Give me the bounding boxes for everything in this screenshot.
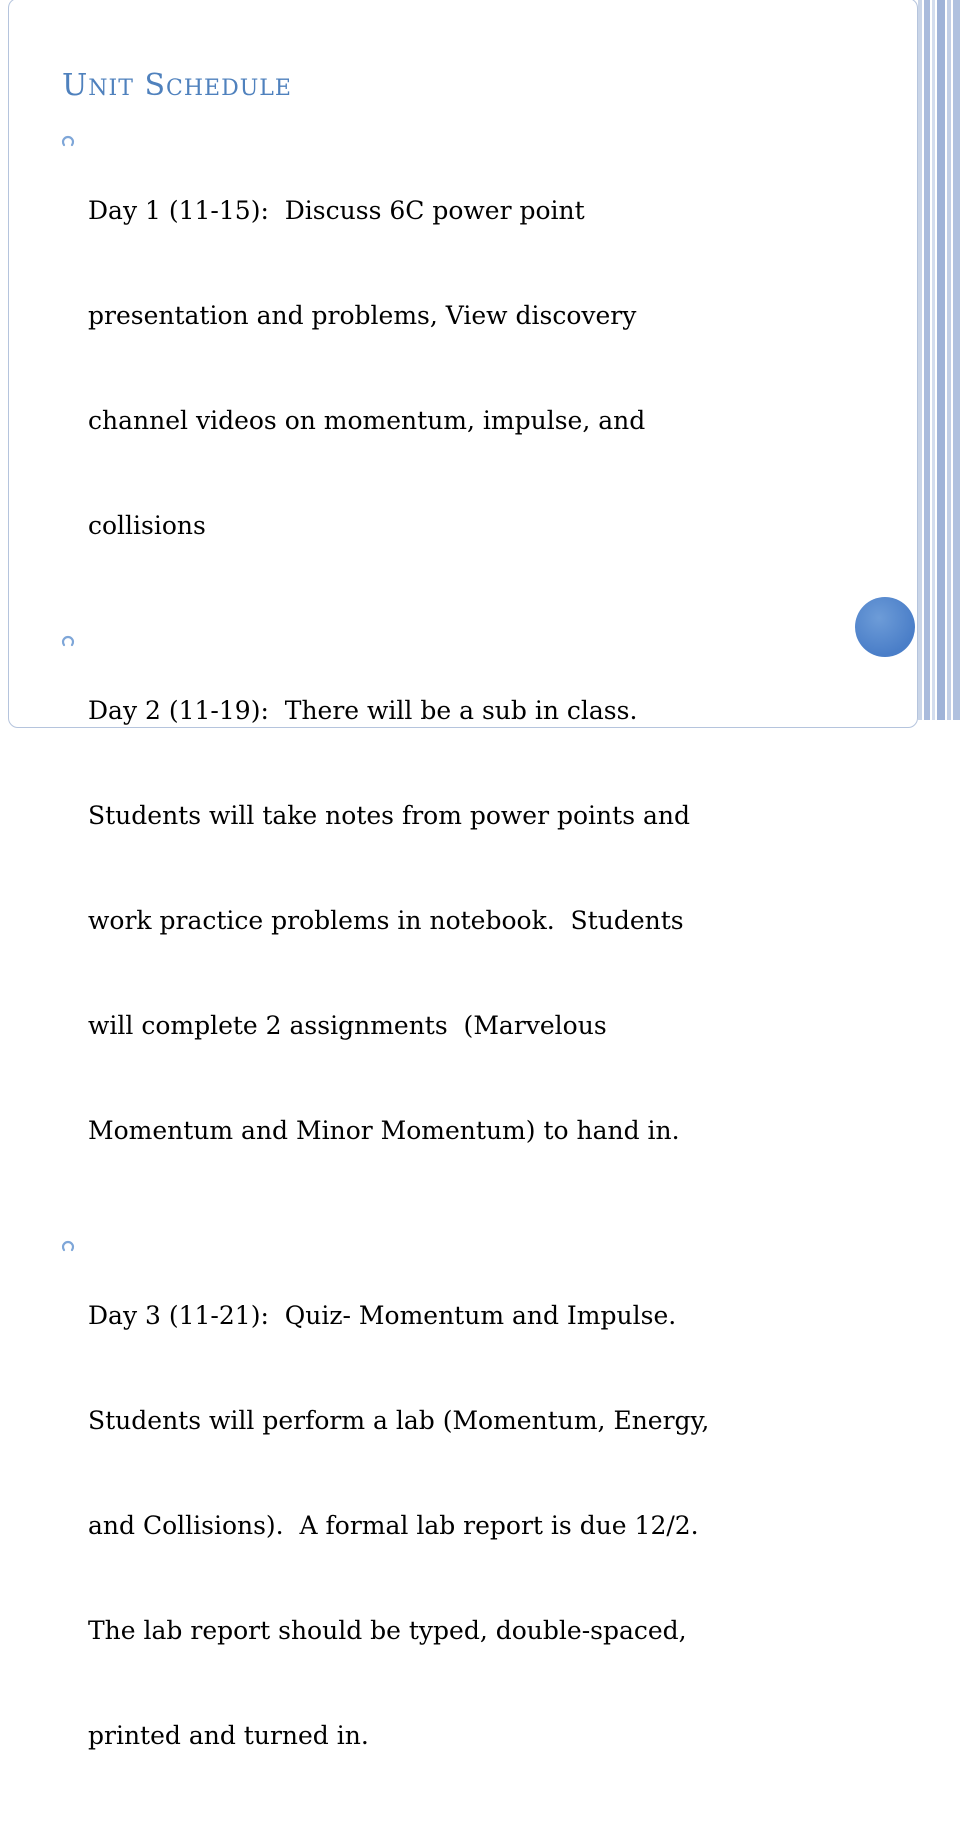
bullet-day-2 [60,623,820,1218]
bullet-text [88,623,820,1218]
stripe-3 [932,0,935,720]
bullet-line: work practice problems in notebook. Students [88,906,684,935]
bullet-line: Students will take notes from power points and [88,801,690,830]
title-rest-nit: NIT [88,76,134,101]
stripe-6 [953,0,960,720]
stripe-4 [937,0,945,720]
bullet-day-3 [60,1228,820,1823]
bullet-arc-icon [61,134,75,148]
bullet-line: presentation and problems, View discovery [88,301,637,330]
bullet-line: Day 1 (11-15): Discuss 6C power point [88,196,585,225]
title-initial-u: U [62,68,89,103]
accent-circle [855,597,915,657]
bullet-arc-icon [61,1239,75,1253]
title-initial-s: S [144,68,167,103]
decorative-stripes [918,0,960,720]
bullet-day-1 [60,123,820,613]
bullet-line: channel videos on momentum, impulse, and [88,406,646,435]
bullet-line: and Collisions). A formal lab report is due 12/2. [88,1511,699,1540]
bullet-line: Day 2 (11-19): There will be a sub in class. [88,696,638,725]
bullet-text [88,123,820,613]
bullet-line: collisions [88,511,206,540]
slide-title [62,68,292,103]
bullet-arc-icon [61,634,75,648]
stripe-2 [924,0,930,720]
bullet-text [88,1228,820,1823]
stripe-1 [918,0,922,720]
bullet-line: The lab report should be typed, double-spaced, [88,1616,687,1645]
bullet-list [60,123,820,1833]
title-rest-chedule: CHEDULE [166,76,292,101]
bullet-line: Day 3 (11-21): Quiz- Momentum and Impulse. [88,1301,677,1330]
bullet-line: will complete 2 assignments (Marvelous [88,1011,607,1040]
bullet-line: Momentum and Minor Momentum) to hand in. [88,1116,680,1145]
stripe-5 [947,0,951,720]
bullet-line: printed and turned in. [88,1721,369,1750]
bullet-line: Students will perform a lab (Momentum, Energy, [88,1406,710,1435]
